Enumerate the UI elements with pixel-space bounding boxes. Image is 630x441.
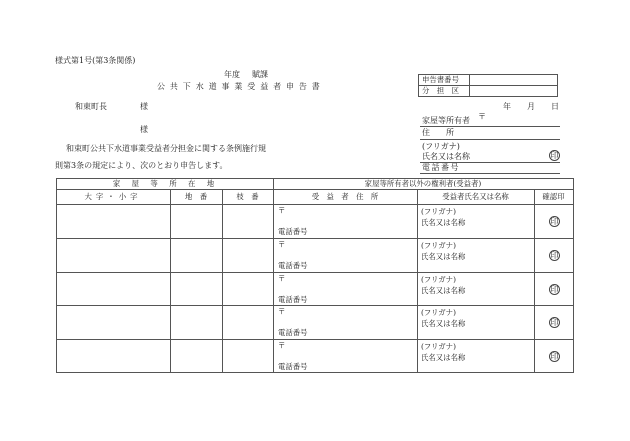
body-line-2: 則第3条の規定により、次のとおり申告します。 [55, 161, 228, 170]
form-style-label: 様式第1号(第3条関係) [55, 56, 136, 65]
owner-label: 家屋等所有者 [422, 116, 470, 125]
row-phone-label: 電話番号 [278, 295, 308, 304]
col-name: 受益者氏名又は名称 [442, 192, 509, 201]
header-rights-holder: 家屋等所有者以外の権利者(受益者) [364, 179, 482, 188]
addressee: 和東町長 [75, 102, 107, 111]
office-label-number: 申告書番号 [422, 75, 459, 84]
row-furigana: (フリガナ) [421, 308, 456, 317]
row-postal: 〒 [278, 307, 286, 316]
owner-name-label: 氏名又は名称 [422, 152, 470, 161]
row-phone-label: 電話番号 [278, 362, 308, 371]
row-name-label: 氏名又は名称 [421, 286, 466, 295]
row-phone-label: 電話番号 [278, 261, 308, 270]
header-house-location: 家 屋 等 所 在 地 [112, 179, 217, 188]
row-name-label: 氏名又は名称 [421, 353, 466, 362]
owner-furigana: (フリガナ) [422, 142, 460, 151]
col-aza: 大字・小字 [84, 192, 142, 201]
col-seal: 確認印 [542, 192, 565, 201]
row-postal: 〒 [278, 274, 286, 283]
row-seal-icon: 印 [550, 318, 559, 327]
row-seal-icon: 印 [550, 251, 559, 260]
col-chiban: 地 番 [184, 192, 208, 201]
row-name-label: 氏名又は名称 [421, 252, 466, 261]
levy-label: 賦課 [252, 70, 268, 79]
row-seal-icon: 印 [550, 352, 559, 361]
row-furigana: (フリガナ) [421, 342, 456, 351]
row-name-label: 氏名又は名称 [421, 319, 466, 328]
col-edaban: 枝 番 [236, 192, 259, 201]
body-line-1: 和束町公共下水道事業受益者分担金に関する条例施行規 [66, 144, 266, 153]
row-furigana: (フリガナ) [421, 275, 456, 284]
row-postal: 〒 [278, 341, 286, 350]
row-postal: 〒 [278, 240, 286, 249]
owner-seal-icon: 印 [550, 151, 559, 160]
row-furigana: (フリガナ) [421, 207, 456, 216]
owner-address-label: 住 所 [422, 128, 454, 137]
row-postal: 〒 [278, 206, 286, 215]
sama-2: 様 [140, 125, 148, 134]
form-title: 公共下水道事業受益者申告書 [157, 82, 325, 91]
owner-postal: 〒 [478, 112, 486, 121]
row-furigana: (フリガナ) [421, 241, 456, 250]
row-seal-icon: 印 [550, 285, 559, 294]
row-name-label: 氏名又は名称 [421, 218, 466, 227]
year-label: 年度 [224, 70, 240, 79]
date-field[interactable]: 年 月 日 [503, 102, 559, 111]
owner-phone-label: 電話番号 [422, 163, 460, 172]
row-phone-label: 電話番号 [278, 328, 308, 337]
row-seal-icon: 印 [550, 217, 559, 226]
office-label-district: 分 担 区 [422, 86, 459, 95]
row-phone-label: 電話番号 [278, 227, 308, 236]
sama-1: 様 [140, 102, 148, 111]
col-address: 受 益 者 住 所 [311, 192, 379, 201]
